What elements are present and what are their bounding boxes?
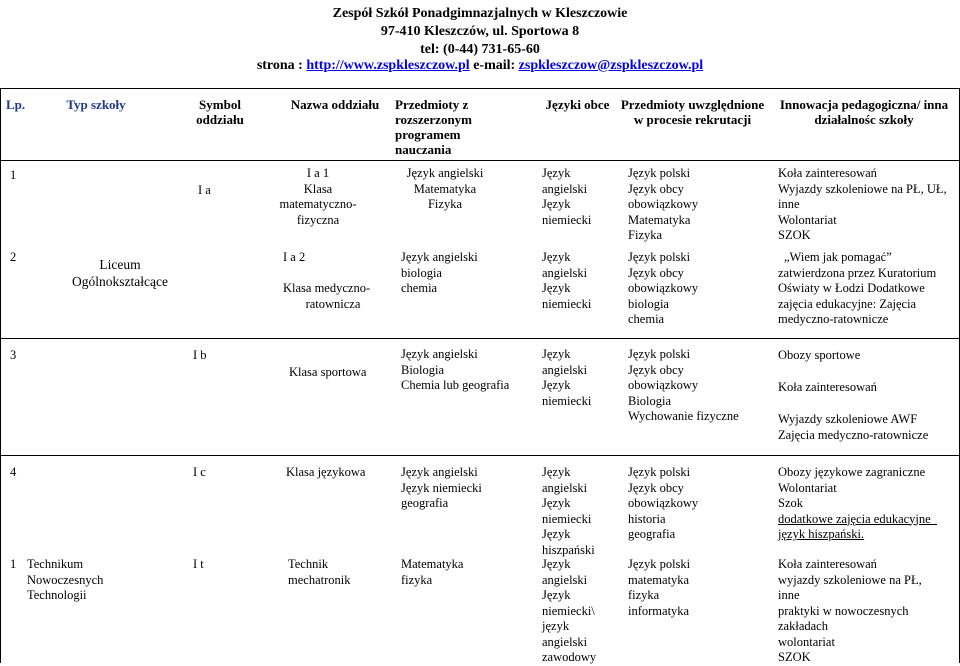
col-header-przedmioty-rekrutacja: Przedmioty uwzględnione w procesie rekrutacji bbox=[620, 97, 765, 127]
recruitment-subject: Język obcy bbox=[628, 181, 684, 196]
row-przedmioty-rozszerzone bbox=[401, 465, 482, 512]
recruitment-subject: obowiązkowy bbox=[628, 197, 699, 211]
row-nazwa bbox=[289, 365, 366, 381]
innovation-line: inne bbox=[778, 588, 800, 602]
language-line: angielski bbox=[542, 362, 588, 377]
innovation-line: zatwierdzona przez Kuratorium bbox=[778, 265, 937, 280]
language-line: Język bbox=[542, 588, 571, 602]
language-line: Język bbox=[542, 347, 571, 361]
innovation-line: medyczno-ratownicze bbox=[778, 312, 889, 326]
language-line: Język bbox=[542, 496, 571, 510]
row-przedmioty-rekrutacja bbox=[628, 250, 698, 328]
innovation-line: praktyki w nowoczesnych bbox=[778, 603, 909, 618]
website-link[interactable]: http://www.zspkleszczow.pl bbox=[306, 58, 470, 73]
innovation-line: Koła zainteresowań bbox=[778, 380, 877, 394]
language-line: angielski bbox=[542, 572, 588, 587]
subject-line: Język angielski bbox=[401, 465, 478, 479]
recruitment-subject: Wychowanie fizyczne bbox=[628, 409, 739, 423]
col-header-jezyki: Języki obce bbox=[545, 97, 610, 112]
language-line: Język bbox=[542, 166, 571, 180]
nazwa-line: mechatronik bbox=[288, 572, 351, 587]
nazwa-line: I a 1 bbox=[306, 166, 330, 180]
subject-line: Język angielski bbox=[401, 347, 478, 361]
language-line: angielski bbox=[542, 265, 588, 280]
nazwa-line: Klasa językowa bbox=[286, 465, 366, 479]
recruitment-subject: Matematyka bbox=[628, 212, 691, 227]
row-jezyki bbox=[542, 250, 591, 312]
nazwa-line bbox=[283, 266, 383, 282]
language-line: angielski bbox=[542, 634, 588, 649]
row-nazwa bbox=[286, 465, 365, 481]
recruitment-subject: obowiązkowy bbox=[628, 378, 699, 392]
innovation-line: język hiszpański. bbox=[778, 527, 865, 541]
subject-line: Biologia bbox=[401, 362, 445, 377]
table-top-border bbox=[0, 88, 960, 89]
nazwa-line: Klasa bbox=[303, 181, 333, 196]
innovation-spacer bbox=[778, 363, 956, 379]
school-type-label: Technologii bbox=[27, 588, 87, 602]
table-left-border bbox=[0, 89, 1, 663]
language-line: angielski bbox=[542, 480, 588, 495]
innovation-line: Obozy sportowe bbox=[778, 348, 861, 362]
school-type-liceum bbox=[55, 256, 185, 290]
row-divider bbox=[0, 338, 960, 339]
language-line: niemiecki\ bbox=[542, 603, 595, 618]
row-przedmioty-rekrutacja bbox=[628, 465, 698, 543]
row-nazwa bbox=[283, 250, 383, 312]
language-line: niemiecki bbox=[542, 296, 592, 311]
nazwa-line: Klasa sportowa bbox=[289, 365, 367, 379]
innovation-line: Wolontariat bbox=[778, 480, 837, 495]
innovation-line: „Wiem jak pomagać” bbox=[784, 250, 892, 264]
school-type-label: Liceum bbox=[99, 257, 141, 272]
row-przedmioty-rekrutacja bbox=[628, 347, 739, 425]
row-przedmioty-rozszerzone bbox=[401, 347, 509, 394]
nazwa-line: I a 2 bbox=[283, 250, 306, 264]
row-symbol: I b bbox=[193, 348, 207, 362]
subject-line: Chemia lub geografia bbox=[401, 378, 510, 392]
subject-line: Matematyka bbox=[413, 181, 477, 196]
web-label: strona : bbox=[256, 58, 307, 73]
language-line: niemiecki bbox=[542, 393, 592, 408]
row-innowacja bbox=[778, 166, 956, 244]
language-line: język bbox=[542, 619, 570, 633]
language-line: Język bbox=[542, 378, 571, 392]
row-symbol: I t bbox=[193, 557, 204, 571]
innovation-line: Wyjazdy szkoleniowe AWF bbox=[778, 412, 918, 426]
recruitment-subject: geografia bbox=[628, 527, 676, 541]
nazwa-line: Technik bbox=[288, 557, 329, 571]
recruitment-subject: obowiązkowy bbox=[628, 496, 699, 510]
row-jezyki bbox=[542, 347, 591, 409]
recruitment-subject: Język polski bbox=[628, 250, 691, 264]
school-phone: tel: (0-44) 731-65-60 bbox=[420, 42, 540, 57]
recruitment-subject: Język obcy bbox=[628, 265, 684, 280]
nazwa-line: matematyczno- bbox=[279, 197, 357, 211]
language-line: hiszpański bbox=[542, 542, 595, 557]
row-jezyki bbox=[542, 557, 596, 666]
row-lp: 1 bbox=[10, 557, 17, 571]
school-contact-line bbox=[0, 58, 960, 74]
innovation-line: Koła zainteresowań bbox=[778, 557, 877, 571]
school-type-label: Nowoczesnych bbox=[27, 572, 104, 587]
subject-line: Fizyka bbox=[427, 197, 463, 211]
innovation-line: Wyjazdy szkoleniowe na PŁ, UŁ, inne bbox=[778, 181, 947, 211]
row-symbol: I c bbox=[193, 465, 206, 479]
row-divider bbox=[0, 455, 960, 456]
innovation-line: Oświaty w Łodzi Dodatkowe bbox=[778, 281, 925, 295]
subject-line: Język angielski bbox=[401, 250, 478, 264]
recruitment-subject: historia bbox=[628, 511, 666, 526]
row-symbol: I a bbox=[198, 183, 211, 197]
row-nazwa bbox=[278, 166, 358, 228]
innovation-line: wolontariat bbox=[778, 634, 835, 649]
row-innowacja bbox=[778, 347, 956, 443]
recruitment-subject: Język polski bbox=[628, 347, 691, 361]
row-lp: 4 bbox=[10, 465, 17, 479]
innovation-line: dodatkowe zajęcia edukacyjne_ bbox=[778, 511, 937, 526]
innovation-line: SZOK bbox=[778, 228, 811, 242]
recruitment-subject: biologia bbox=[628, 296, 669, 311]
subject-line: chemia bbox=[401, 281, 438, 295]
language-line: Język bbox=[542, 250, 571, 264]
school-type-technikum bbox=[27, 557, 157, 604]
school-name: Zespół Szkół Ponadgimnazjalnych w Kleszczowie bbox=[332, 6, 628, 21]
innovation-line: Obozy językowe zagraniczne bbox=[778, 465, 926, 479]
language-line: Język bbox=[542, 465, 571, 479]
recruitment-subject: informatyka bbox=[628, 603, 690, 618]
subject-line: Język angielski bbox=[406, 166, 484, 180]
subject-line: fizyka bbox=[401, 572, 433, 587]
innovation-line: zakładach bbox=[778, 619, 828, 633]
innovation-line: Zajęcia medyczno-ratownicze bbox=[778, 428, 929, 442]
language-line: niemiecki bbox=[542, 212, 592, 227]
row-jezyki bbox=[542, 166, 591, 228]
innovation-line: zajęcia edukacyjne: Zajęcia bbox=[778, 296, 917, 311]
nazwa-line: Klasa medyczno- bbox=[283, 281, 371, 295]
recruitment-subject: Język polski bbox=[628, 166, 691, 180]
col-header-typ: Typ szkoły bbox=[66, 97, 126, 112]
row-jezyki bbox=[542, 465, 595, 558]
recruitment-subject: Biologia bbox=[628, 393, 672, 408]
school-type-label: Ogólnokształcące bbox=[72, 274, 168, 289]
language-line: Język bbox=[542, 527, 571, 541]
row-innowacja bbox=[778, 557, 956, 666]
recruitment-subject: fizyka bbox=[628, 588, 660, 602]
nazwa-line: fizyczna bbox=[296, 212, 340, 227]
subject-line: biologia bbox=[401, 265, 442, 280]
innovation-spacer bbox=[778, 395, 956, 411]
col-header-symbol: Symbol oddziału bbox=[196, 97, 244, 127]
row-przedmioty-rekrutacja bbox=[628, 166, 698, 244]
subject-line: Matematyka bbox=[401, 557, 464, 571]
email-label: e-mail: bbox=[469, 58, 519, 73]
row-lp: 2 bbox=[10, 250, 17, 264]
language-line: niemiecki bbox=[542, 511, 592, 526]
row-nazwa bbox=[288, 557, 350, 588]
row-przedmioty-rekrutacja bbox=[628, 557, 690, 619]
recruitment-subject: Język polski bbox=[628, 557, 691, 571]
innovation-line: SZOK bbox=[778, 650, 811, 664]
nazwa-line: ratownicza bbox=[305, 296, 361, 311]
row-lp: 1 bbox=[10, 168, 17, 182]
row-przedmioty-rozszerzone bbox=[401, 250, 478, 297]
row-przedmioty-rozszerzone bbox=[390, 166, 500, 213]
innovation-line: Koła zainteresowań bbox=[778, 166, 877, 180]
recruitment-subject: Język obcy bbox=[628, 480, 684, 495]
language-line: Język bbox=[542, 557, 571, 571]
recruitment-subject: chemia bbox=[628, 312, 665, 326]
language-line: angielski bbox=[542, 181, 588, 196]
school-address: 97-410 Kleszczów, ul. Sportowa 8 bbox=[380, 24, 580, 39]
school-type-label: Technikum bbox=[27, 557, 84, 571]
subject-line: Język niemiecki bbox=[401, 480, 482, 495]
col-header-innowacja: Innowacja pedagogiczna/ inna działalnośc szkoły bbox=[779, 97, 949, 127]
recruitment-subject: obowiązkowy bbox=[628, 281, 699, 295]
col-header-lp: Lp. bbox=[6, 97, 26, 112]
row-lp: 3 bbox=[10, 348, 17, 362]
recruitment-subject: Język polski bbox=[628, 465, 691, 479]
col-header-nazwa: Nazwa oddziału bbox=[290, 97, 380, 112]
col-header-przedmioty-rozszerzone: Przedmioty z rozszerzonym programem nauczania bbox=[395, 97, 473, 157]
header-bottom-border bbox=[0, 160, 960, 161]
recruitment-subject: matematyka bbox=[628, 572, 690, 587]
innovation-line: wyjazdy szkoleniowe na PŁ, bbox=[778, 572, 922, 587]
subject-line: geografia bbox=[401, 496, 449, 510]
language-line: zawodowy bbox=[542, 650, 597, 664]
innovation-line: Wolontariat bbox=[778, 212, 837, 227]
recruitment-subject: Język obcy bbox=[628, 362, 684, 377]
row-przedmioty-rozszerzone bbox=[401, 557, 463, 588]
language-line: Język bbox=[542, 281, 571, 295]
row-innowacja bbox=[778, 250, 956, 328]
language-line: Język bbox=[542, 197, 571, 211]
email-link[interactable]: zspkleszczow@zspkleszczow.pl bbox=[518, 58, 704, 73]
recruitment-subject: Fizyka bbox=[628, 228, 663, 242]
innovation-line: Szok bbox=[778, 496, 803, 510]
row-innowacja bbox=[778, 465, 956, 543]
